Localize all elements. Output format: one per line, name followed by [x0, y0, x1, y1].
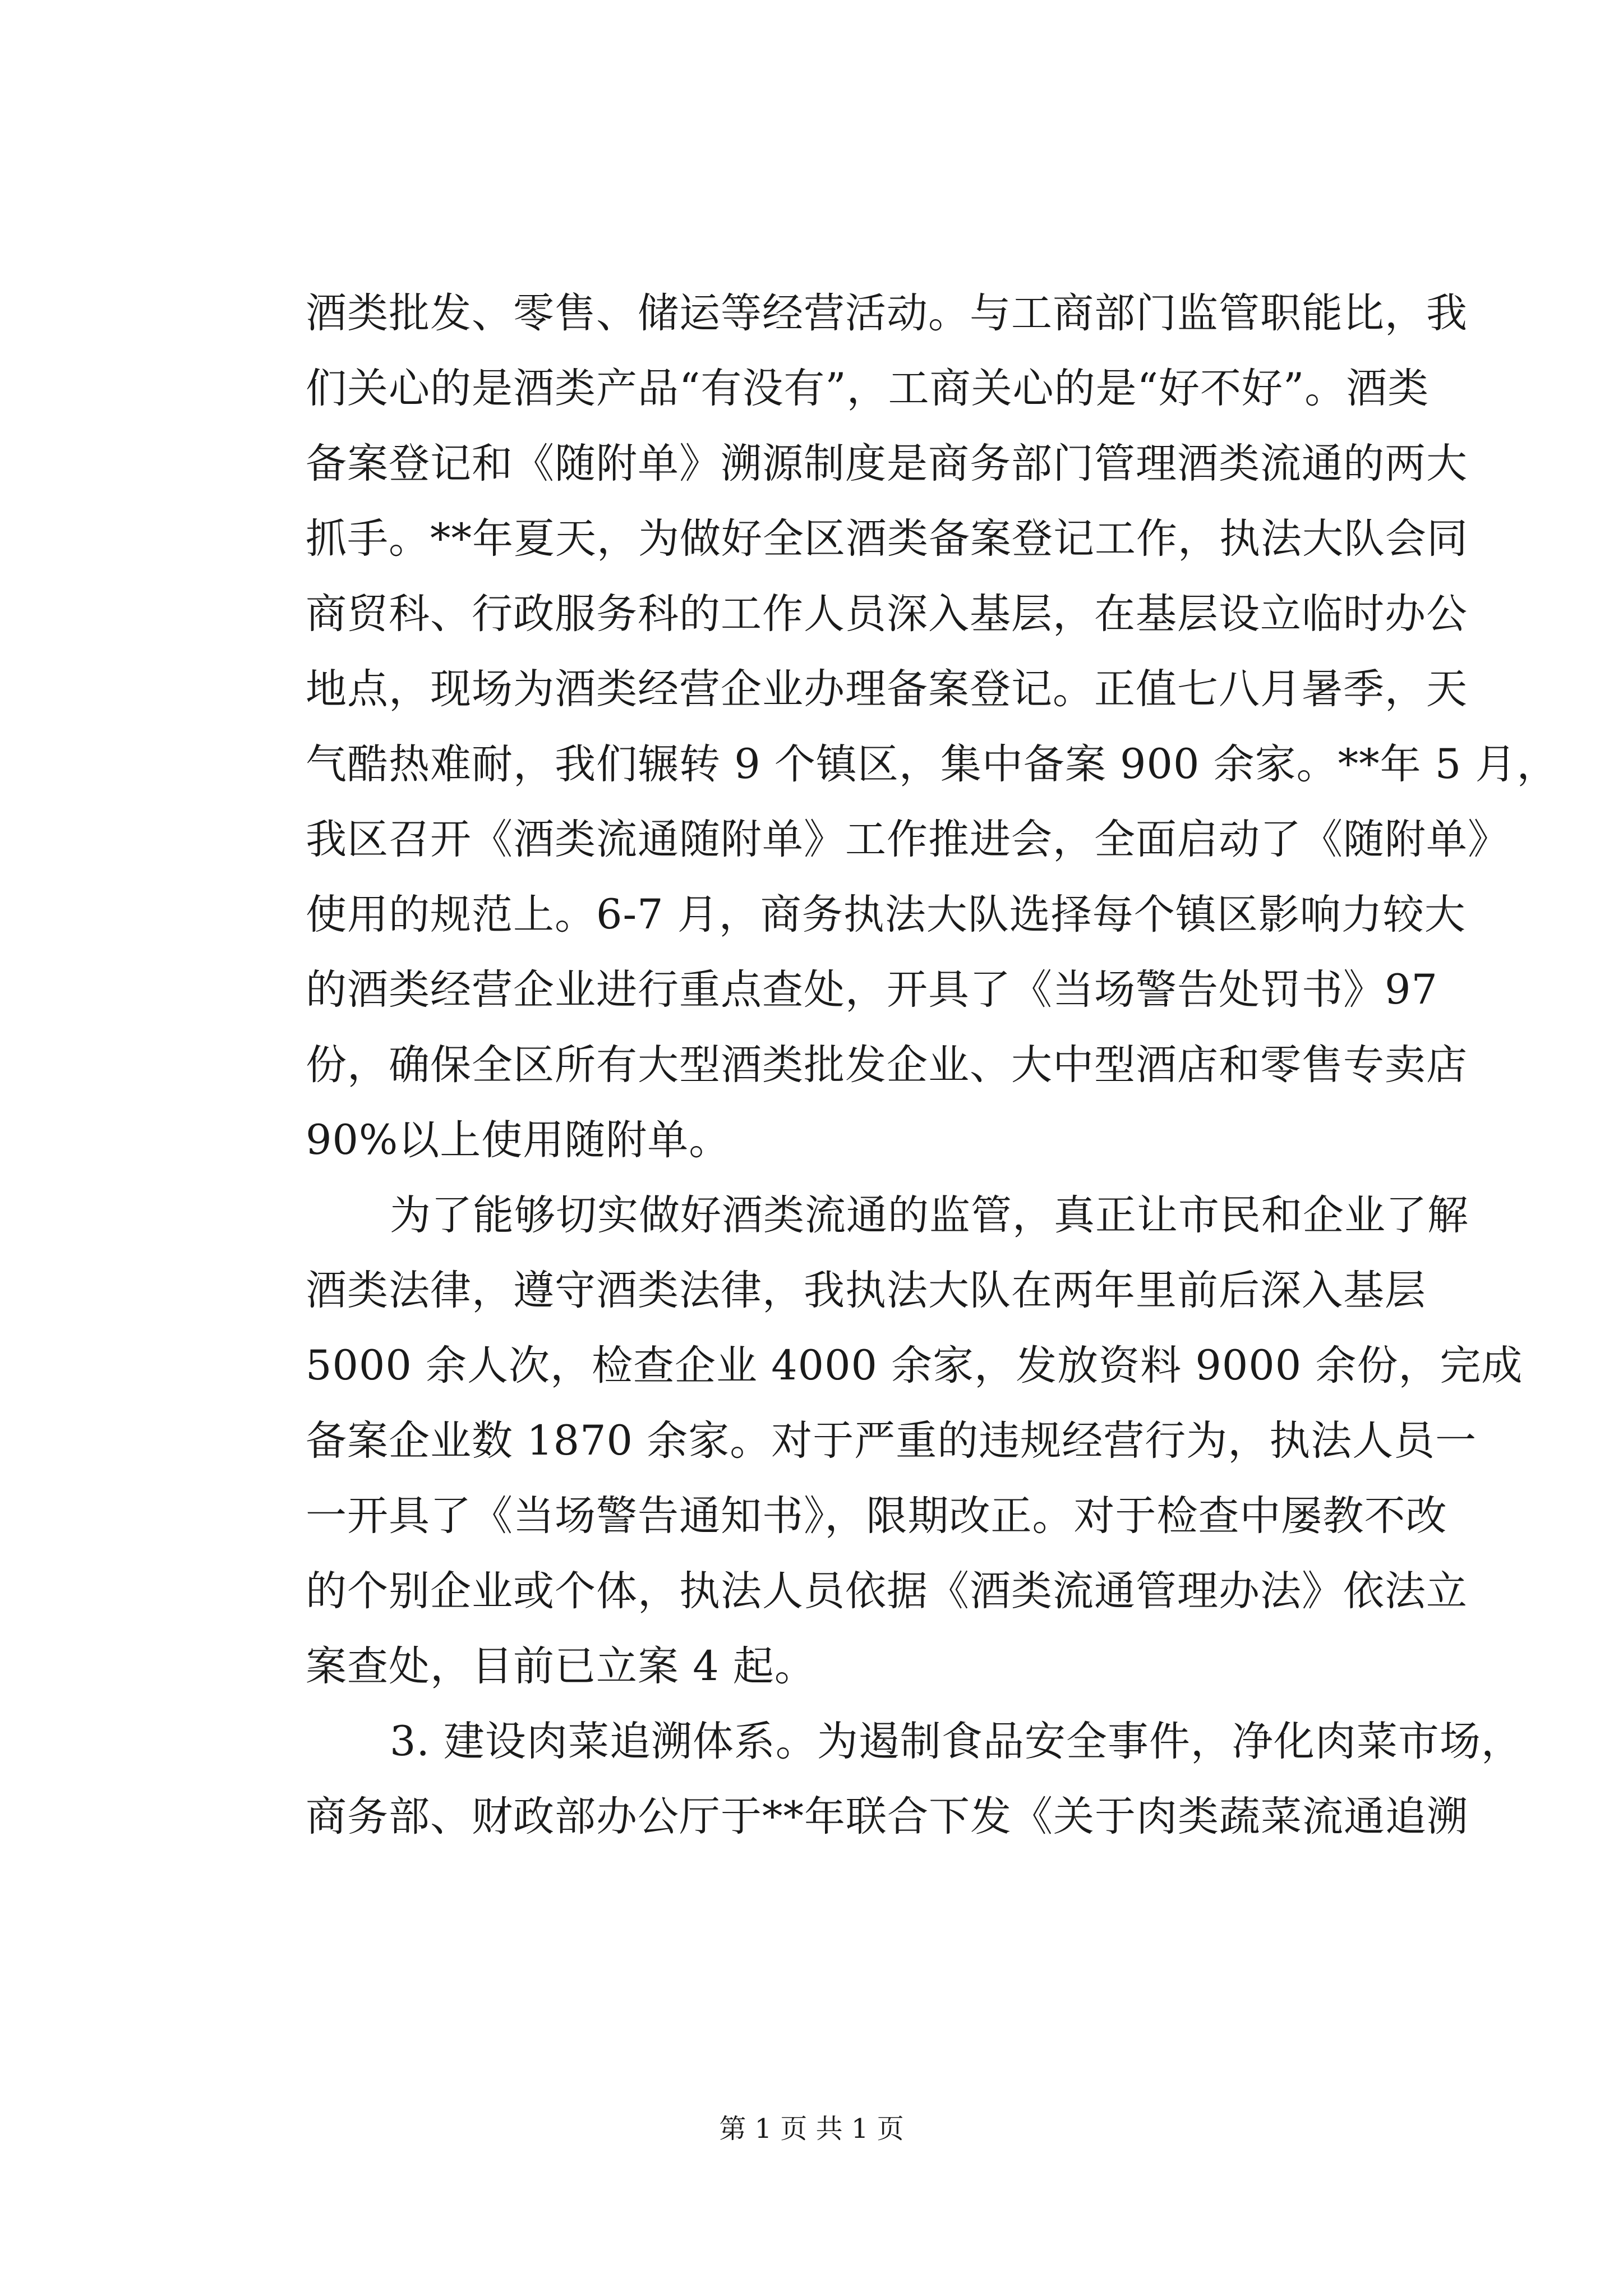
text-line: 我区召开《酒类流通随附单》工作推进会，全面启动了《随附单》	[306, 816, 1509, 863]
text-line: 抓手。**年夏天，为做好全区酒类备案登记工作，执法大队会同	[306, 515, 1468, 563]
text-line: 备案登记和《随附单》溯源制度是商务部门管理酒类流通的两大	[306, 440, 1468, 487]
text-line: 酒类批发、零售、储运等经营活动。与工商部门监管职能比，我	[306, 289, 1468, 337]
text-line: 的酒类经营企业进行重点查处，开具了《当场警告处罚书》97	[306, 966, 1438, 1014]
text-line: 使用的规范上。6-7 月，商务执法大队选择每个镇区影响力较大	[306, 891, 1466, 938]
paragraph-first-line: 为了能够切实做好酒类流通的监管，真正让市民和企业了解	[390, 1191, 1469, 1239]
document-body	[306, 276, 1559, 1855]
text-line: 商贸科、行政服务科的工作人员深入基层，在基层设立临时办公	[306, 590, 1468, 638]
text-line: 一开具了《当场警告通知书》，限期改正。对于检查中屡教不改	[306, 1492, 1447, 1540]
text-line: 的个别企业或个体，执法人员依据《酒类流通管理办法》依法立	[306, 1567, 1468, 1615]
text-line: 备案企业数 1870 余家。对于严重的违规经营行为，执法人员一	[306, 1417, 1477, 1465]
text-line: 气酷热难耐，我们辗转 9 个镇区，集中备案 900 余家。**年 5 月，	[306, 740, 1559, 788]
text-line: 地点，现场为酒类经营企业办理备案登记。正值七八月暑季，天	[306, 665, 1468, 713]
text-line: 90%以上使用随附单。	[306, 1116, 731, 1164]
text-line: 们关心的是酒类产品“有没有”，工商关心的是“好不好”。酒类	[306, 365, 1430, 412]
text-line: 5000 余人次，检查企业 4000 余家，发放资料 9000 余份，完成	[306, 1342, 1523, 1389]
page-number-footer: 第 1 页 共 1 页	[719, 2113, 904, 2145]
text-line: 案查处，目前已立案 4 起。	[306, 1642, 816, 1690]
text-line: 商务部、财政部办公厅于**年联合下发《关于肉类蔬菜流通追溯	[306, 1793, 1468, 1841]
text-line: 酒类法律，遵守酒类法律，我执法大队在两年里前后深入基层	[306, 1267, 1426, 1314]
text-line: 份，确保全区所有大型酒类批发企业、大中型酒店和零售专卖店	[306, 1041, 1468, 1089]
section-heading-line: 3. 建设肉菜追溯体系。为遏制食品安全事件，净化肉菜市场，	[390, 1718, 1523, 1765]
